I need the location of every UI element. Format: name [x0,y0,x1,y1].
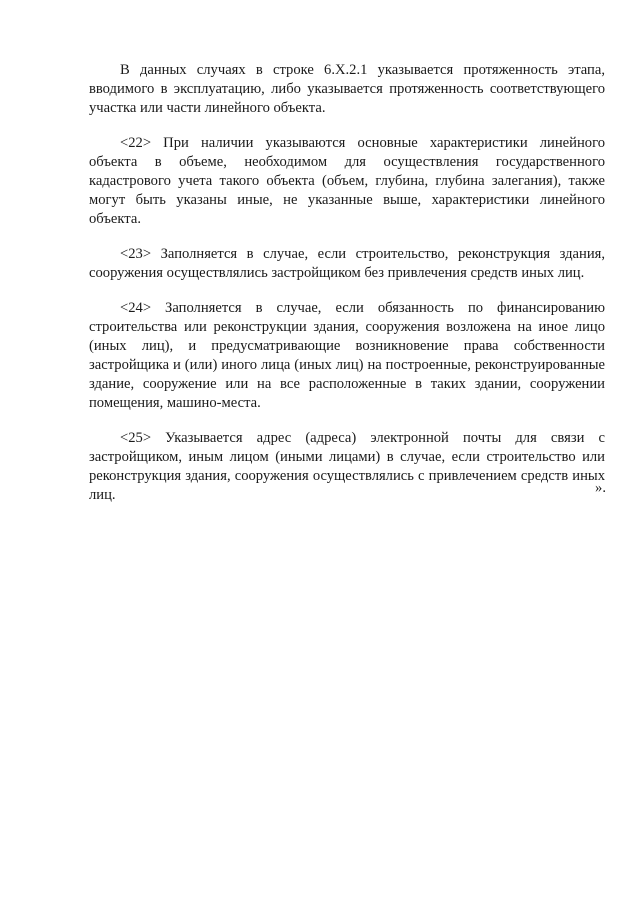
footnote-25: <25> Указывается адрес (адреса) электронной почты для связи с застройщиком, иным лицом (иными лицами) в случае, если строительство или реконструкция здания, сооружения осуществлялись с привлечением средств иных лиц. [89,430,605,503]
document-body [89,61,605,521]
paragraph-stage-length-note: В данных случаях в строке 6.Х.2.1 указывается протяженность этапа, вводимого в эксплуатацию, либо указывается протяженность соответствующего участка или части линейного объекта. [89,62,605,116]
footnote-24: <24> Заполняется в случае, если обязанность по финансированию строительства или реконструкции здания, сооружения возложена на иное лицо (иных лиц), и предусматривающие возникновение права собственности застройщика и (или) иного лица (иных лиц) на построенные, реконструированные здание, сооружение или на все расположенные в таких здании, сооружении помещения, машино-места. [89,300,605,411]
footnote-22: <22> При наличии указываются основные характеристики линейного объекта в объеме, необходимом для осуществления государственного кадастрового учета такого объекта (объем, глубина, глубина залегания), также могут быть указаны иные, не указанные выше, характеристики линейного объекта. [89,135,605,227]
closing-quote-mark: ». [595,480,606,496]
footnote-23: <23> Заполняется в случае, если строительство, реконструкция здания, сооружения осуществлялись застройщиком без привлечения средств иных лиц. [89,246,605,281]
